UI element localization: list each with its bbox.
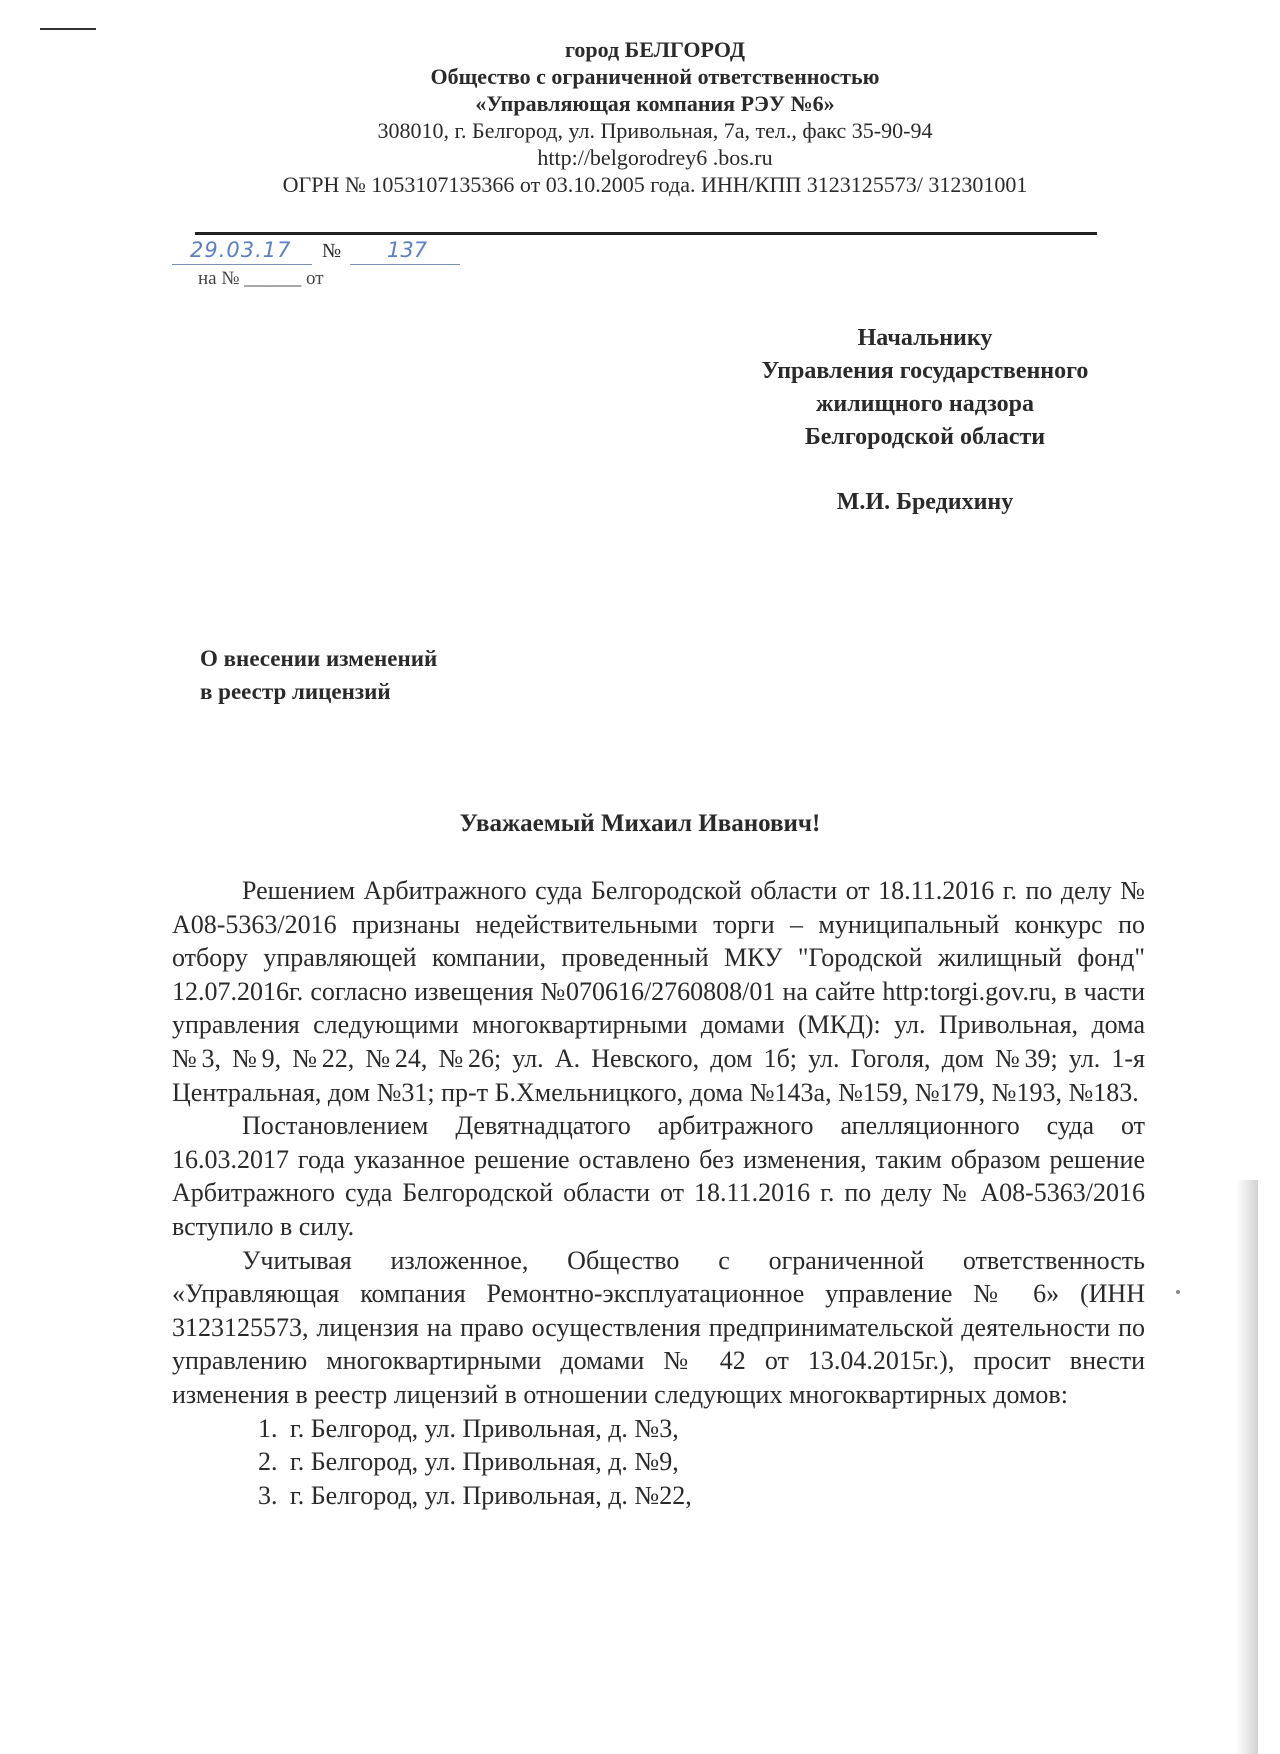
addressee-name: М.И. Бредихину xyxy=(836,489,1014,515)
letterhead-website: http://belgorodrey6 .bos.ru xyxy=(537,145,773,170)
handwritten-number: 137 xyxy=(387,238,428,262)
date-underline xyxy=(172,264,312,265)
addressee-line3: жилищного надзора xyxy=(815,391,1035,417)
scan-speck xyxy=(1176,1290,1180,1294)
addressee-block xyxy=(690,322,1160,519)
addressee-line4: Белгородской области xyxy=(804,424,1046,450)
list-item: 3. г. Белгород, ул. Привольная, д. №22, xyxy=(284,1479,1145,1513)
number-underline xyxy=(350,264,460,265)
addressee-line1: Начальнику xyxy=(857,325,993,351)
body-paragraph-3: Учитывая изложенное, Общество с ограниченной ответственность «Управляющая компания Ремонтно-эксплуатационное управление № 6» (ИНН 3123125573, лицензия на право осуществления предпринимательской деятельности по управлению многоквартирными домами № 42 от 13.04.2015г.), просит внести изменения в реестр лицензий в отношении следующих многоквартирных домов: xyxy=(172,1245,1145,1409)
number-label: № xyxy=(322,240,342,262)
body-paragraph-1: Решением Арбитражного суда Белгородской области от 18.11.2016 г. по делу № А08-5363/2016 признаны недействительными торги – муниципальный конкурс по отбору управляющей компании, проведенный МКУ "Городской жилищный фонд" 12.07.2016г. согласно извещения №070616/2760808/01 на сайте http:torgi.gov.ru, в части управления следующими многоквартирными домами (МКД): ул. Привольная, дома №3, №9, №22, №24, №26; ул. А. Невского, дом 1б; ул. Гоголя, дом №39; ул. 1-я Центральная, дом №31; пр-т Б.Хмельницкого, дома №143а, №159, №179, №193, №183. xyxy=(172,876,1145,1107)
letterhead-org-type: Общество с ограниченной ответственностью xyxy=(430,64,880,89)
handwritten-date: 29.03.17 xyxy=(190,238,292,262)
letter-body xyxy=(172,874,1145,1512)
subject-line1: О внесении изменений xyxy=(200,646,438,671)
addressee-line2: Управления государственного xyxy=(761,358,1089,384)
letterhead-registration: ОГРН № 1053107135366 от 03.10.2005 года. ИНН/КПП 3123125573/ 312301001 xyxy=(282,172,1028,197)
list-item: 2. г. Белгород, ул. Привольная, д. №9, xyxy=(284,1445,1145,1479)
letterhead-divider xyxy=(195,232,1097,235)
letterhead-org-name: «Управляющая компания РЭУ №6» xyxy=(475,91,835,116)
letterhead-address: 308010, г. Белгород, ул. Привольная, 7а, тел., факс 35-90-94 xyxy=(377,118,933,143)
scan-edge-shadow xyxy=(1236,1180,1258,1754)
scan-corner-mark xyxy=(40,28,96,30)
subject-line2: в реестр лицензий xyxy=(200,679,391,704)
subject-block xyxy=(200,642,437,708)
body-paragraph-2: Постановлением Девятнадцатого арбитражного апелляционного суда от 16.03.2017 года указанное решение оставлено без изменения, таким образом решение Арбитражного суда Белгородской области от 18.11.2016 г. по делу № А08-5363/2016 вступило в силу. xyxy=(172,1111,1145,1241)
letterhead xyxy=(150,36,1160,198)
reference-line: на № ______ от xyxy=(198,268,324,289)
list-item: 1. г. Белгород, ул. Привольная, д. №3, xyxy=(284,1412,1145,1446)
letterhead-city: город БЕЛГОРОД xyxy=(564,37,746,62)
greeting: Уважаемый Михаил Иванович! xyxy=(459,810,821,837)
address-list xyxy=(172,1412,1145,1513)
